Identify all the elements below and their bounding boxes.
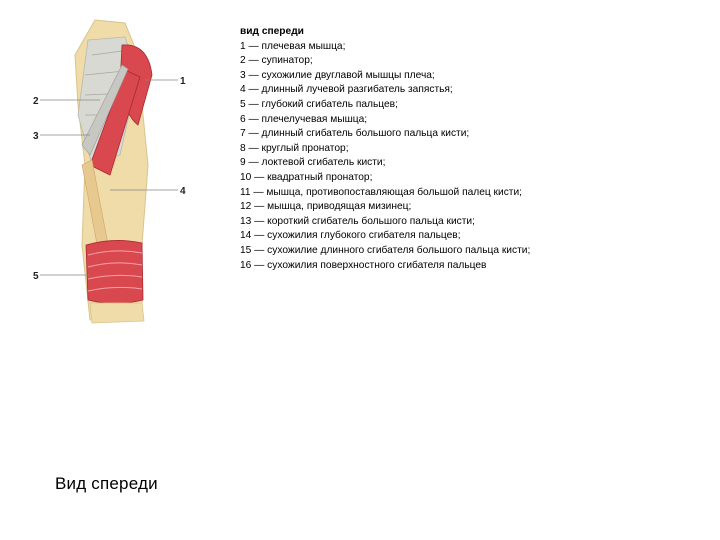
legend-item: 4 — длинный лучевой разгибатель запястья;: [240, 84, 453, 96]
callout-3: 3: [33, 131, 39, 142]
legend-item: 1 — плечевая мышца;: [240, 40, 346, 52]
legend-item: 16 — сухожилия поверхностного сгибателя пальцев: [240, 259, 487, 271]
legend-item: 15 — сухожилие длинного сгибателя большого пальца кисти;: [240, 244, 531, 256]
muscle-flexor-band: [86, 240, 143, 303]
callout-4: 4: [180, 186, 186, 197]
legend-item: 12 — мышца, приводящая мизинец;: [240, 201, 412, 213]
legend: [240, 25, 680, 273]
legend-item: 10 — квадратный пронатор;: [240, 171, 373, 183]
figure-caption: Вид спереди: [55, 474, 158, 493]
legend-heading: вид спереди: [240, 26, 304, 37]
legend-item: 8 — круглый пронатор;: [240, 142, 349, 154]
legend-item: 13 — короткий сгибатель большого пальца кисти;: [240, 215, 475, 227]
legend-item: 2 — супинатор;: [240, 55, 313, 67]
legend-item: 3 — сухожилие двуглавой мышцы плеча;: [240, 69, 435, 81]
wrist-bone: [90, 303, 144, 323]
legend-item: 7 — длинный сгибатель большого пальца кисти;: [240, 128, 470, 140]
legend-item: 9 — локтевой сгибатель кисти;: [240, 157, 386, 169]
legend-item: 6 — плечелучевая мышца;: [240, 113, 368, 125]
legend-item: 11 — мышца, противопоставляющая большой палец кисти;: [240, 186, 522, 198]
callout-1: 1: [180, 76, 186, 87]
callout-2: 2: [33, 96, 39, 107]
legend-item: 5 — глубокий сгибатель пальцев;: [240, 98, 398, 110]
legend-item: 14 — сухожилия глубокого сгибателя пальцев;: [240, 230, 461, 242]
forearm-illustration: [30, 15, 200, 335]
callout-5: 5: [33, 271, 39, 282]
